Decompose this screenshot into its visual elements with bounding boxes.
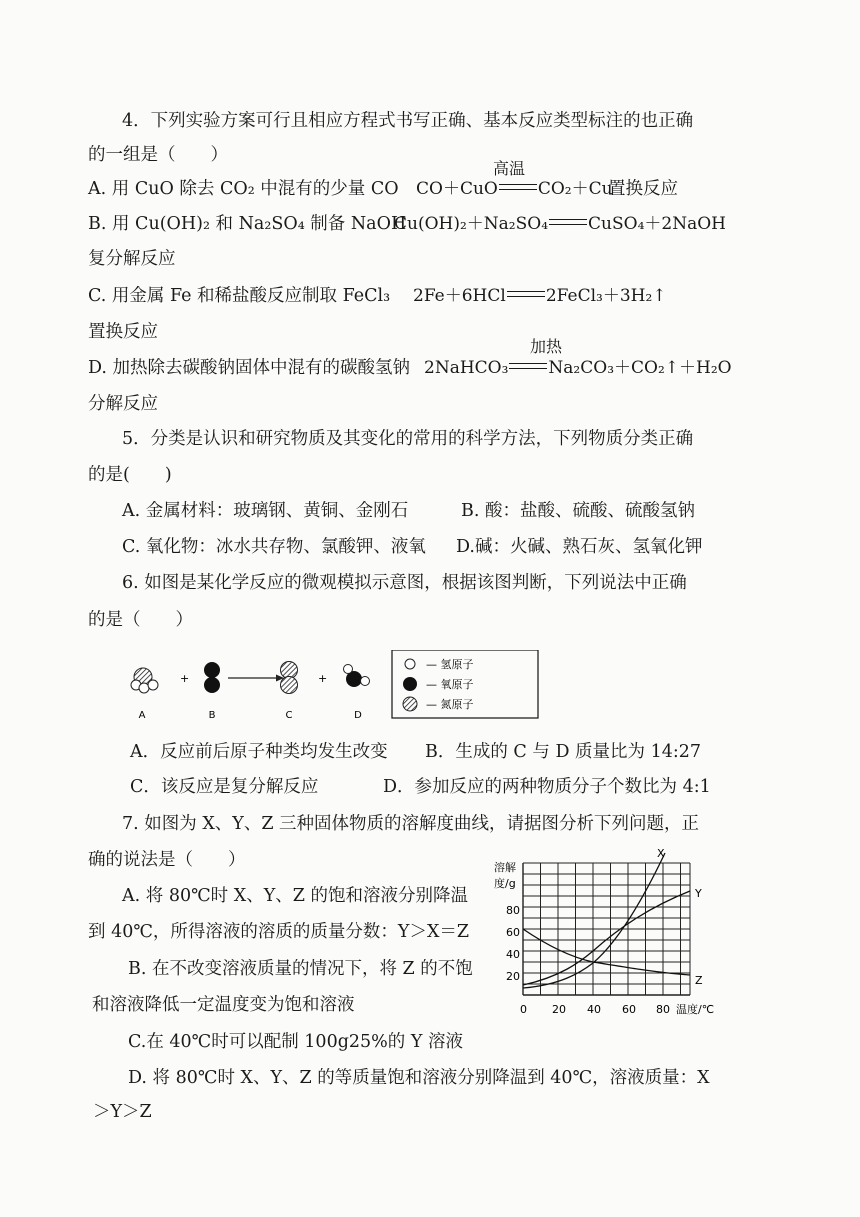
q7-option-a-line1: A. 将 80℃时 X、Y、Z 的饱和溶液分别降温 (122, 886, 468, 906)
q7-stem-line1: 7. 如图为 X、Y、Z 三种固体物质的溶解度曲线，请据图分析下列问题，正 (122, 814, 700, 834)
q4-option-d-text: D. 加热除去碳酸钠固体中混有的碳酸氢钠 (88, 358, 411, 378)
q4-option-b-equation (394, 213, 726, 235)
q4-option-b-type: 复分解反应 (88, 249, 176, 269)
curve-label-x: X (657, 847, 665, 860)
plus-sign: + (318, 672, 328, 685)
equals-bar (549, 219, 587, 225)
q7-option-b-line1: B. 在不改变溶液质量的情况下，将 Z 的不饱 (128, 959, 473, 979)
q4-option-d-condition: 加热 (530, 337, 563, 356)
legend-nitrogen: — 氮原子 (426, 698, 474, 711)
molecule-label: C (285, 710, 293, 721)
q7-option-c: C.在 40℃时可以配制 100g25%的 Y 溶液 (128, 1032, 463, 1052)
y-tick-label: 60 (506, 926, 520, 939)
q5-stem-line1: 5．分类是认识和研究物质及其变化的常用的科学方法，下列物质分类正确 (122, 429, 694, 449)
q4-stem-line1: 4．下列实验方案可行且相应方程式书写正确、基本反应类型标注的也正确 (122, 111, 694, 131)
q7-option-d-line2: ＞Y＞Z (93, 1102, 152, 1122)
equals-bar (507, 291, 545, 297)
graph-grid (523, 863, 690, 995)
q5-option-d: D.碱：火碱、熟石灰、氢氧化钾 (456, 537, 703, 557)
q6-option-c: C．该反应是复分解反应 (130, 777, 319, 797)
q4-option-a-type: 置换反应 (608, 179, 678, 199)
curve-y (523, 891, 690, 985)
q4-option-c-text: C. 用金属 Fe 和稀盐酸反应制取 FeCl₃ (88, 286, 391, 306)
curve-x (523, 853, 665, 988)
equation-right: CuSO₄＋2NaOH (588, 214, 726, 234)
molecule-c (281, 662, 298, 694)
equals-bar (509, 363, 547, 369)
q5-stem-line2: 的是( ) (88, 465, 172, 485)
q7-option-b-line2: 和溶液降低一定温度变为饱和溶液 (92, 995, 355, 1015)
q4-option-a-text: A. 用 CuO 除去 CO₂ 中混有的少量 CO (88, 179, 399, 199)
molecule-d (344, 665, 370, 688)
molecule-label: D (354, 710, 362, 721)
plus-sign: + (180, 672, 190, 685)
y-axis-label-line1: 溶解 (494, 861, 516, 874)
q5-option-a: A. 金属材料：玻璃钢、黄铜、金刚石 (122, 501, 409, 521)
q6-option-b: B．生成的 C 与 D 质量比为 14:27 (425, 742, 702, 762)
x-tick-label: 0 (520, 1003, 527, 1016)
molecule-a (131, 668, 158, 693)
equation-right: Na₂CO₃＋CO₂↑＋H₂O (548, 358, 732, 378)
q4-option-d-equation (424, 357, 732, 379)
q5-option-b: B. 酸：盐酸、硫酸、硫酸氢钠 (461, 501, 695, 521)
q4-stem-line2: 的一组是（ ） (88, 145, 228, 165)
x-tick-label: 80 (656, 1003, 670, 1016)
molecule-label: A (138, 710, 146, 721)
equals-bar (499, 184, 537, 190)
molecule-b (204, 662, 220, 693)
equation-left: CO＋CuO (416, 179, 498, 199)
q5-option-c: C. 氧化物：冰水共存物、氯酸钾、液氧 (122, 537, 426, 557)
x-tick-label: 60 (622, 1003, 636, 1016)
equation-left: 2NaHCO₃ (424, 358, 509, 378)
molecule-label: B (208, 710, 216, 721)
q7-stem-line2: 确的说法是（ ） (88, 850, 246, 870)
q7-option-a-line2: 到 40℃，所得溶液的溶质的质量分数：Y＞X＝Z (88, 922, 470, 942)
q4-option-c-type: 置换反应 (88, 322, 158, 342)
curve-z (523, 929, 690, 975)
q6-option-a: A．反应前后原子种类均发生改变 (130, 742, 388, 762)
q6-stem-line2: 的是（ ） (88, 610, 193, 630)
y-axis-label-line2: 度/g (494, 877, 516, 890)
equation-left: 2Fe＋6HCl (413, 286, 506, 306)
q4-option-c-equation (413, 285, 667, 307)
legend-oxygen: — 氧原子 (426, 678, 474, 691)
curve-label-y: Y (695, 887, 702, 900)
q6-stem-line1: 6. 如图是某化学反应的微观模拟示意图，根据该图判断，下列说法中正确 (122, 573, 687, 593)
legend (392, 650, 538, 718)
q4-option-b-text: B. 用 Cu(OH)₂ 和 Na₂SO₄ 制备 NaOH (88, 214, 407, 234)
equation-right: CO₂＋Cu (537, 179, 613, 199)
q4-option-d-type: 分解反应 (88, 394, 158, 414)
q6-option-d: D．参加反应的两种物质分子个数比为 4:1 (383, 777, 711, 797)
q4-option-a-condition: 高温 (493, 159, 526, 178)
legend-hydrogen: — 氢原子 (426, 658, 474, 671)
y-tick-label: 20 (506, 970, 520, 983)
x-tick-label: 40 (587, 1003, 601, 1016)
q7-option-d-line1: D. 将 80℃时 X、Y、Z 的等质量饱和溶液分别降温到 40℃，溶液质量：X (128, 1068, 710, 1088)
y-tick-label: 40 (506, 948, 520, 961)
equation-left: Cu(OH)₂＋Na₂SO₄ (394, 214, 549, 234)
equation-right: 2FeCl₃＋3H₂↑ (545, 286, 667, 306)
reaction-diagram (120, 650, 540, 725)
x-axis-label: 温度/℃ (676, 1003, 715, 1016)
q4-option-a-equation (416, 178, 613, 200)
solubility-graph (480, 845, 730, 1023)
y-tick-label: 80 (506, 904, 520, 917)
x-tick-label: 20 (552, 1003, 566, 1016)
curve-label-z: Z (695, 974, 703, 987)
